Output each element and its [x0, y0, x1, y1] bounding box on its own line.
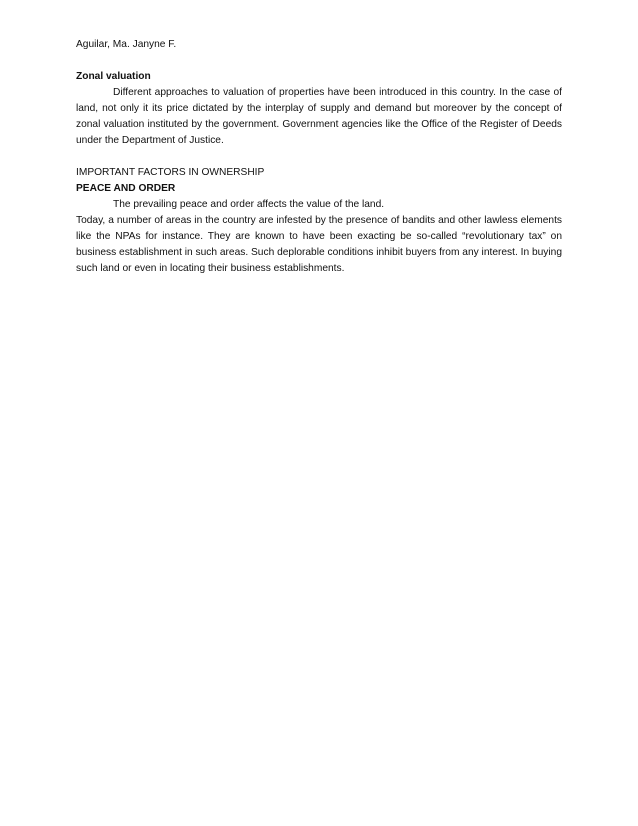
zonal-valuation-section	[76, 69, 562, 149]
peace-and-order-intro: The prevailing peace and order affects the value of the land.	[113, 199, 385, 210]
document-page	[76, 37, 562, 277]
peace-and-order-paragraph: Today, a number of areas in the country are infested by the presence of bandits and other lawless elements like the NPAs for instance. They are known to have been exacting be so-called “revolutionary tax” on business establishment in such areas. Such deplorable conditions inhibit buyers from any interest. In buying such land or even in locating their business establishments.	[76, 215, 562, 274]
ownership-factors-section	[76, 165, 562, 277]
peace-and-order-heading: PEACE AND ORDER	[76, 183, 176, 194]
ownership-factors-heading: IMPORTANT FACTORS IN OWNERSHIP	[76, 167, 265, 178]
zonal-valuation-heading: Zonal valuation	[76, 71, 151, 82]
zonal-valuation-paragraph: Different approaches to valuation of properties have been introduced in this country. In the case of land, not only it its price dictated by the interplay of supply and demand but moreover by the concept of zonal valuation instituted by the government. Government agencies like the Office of the Register of Deeds under the Department of Justice.	[76, 87, 562, 146]
author-name: Aguilar, Ma. Janyne F.	[76, 39, 177, 50]
